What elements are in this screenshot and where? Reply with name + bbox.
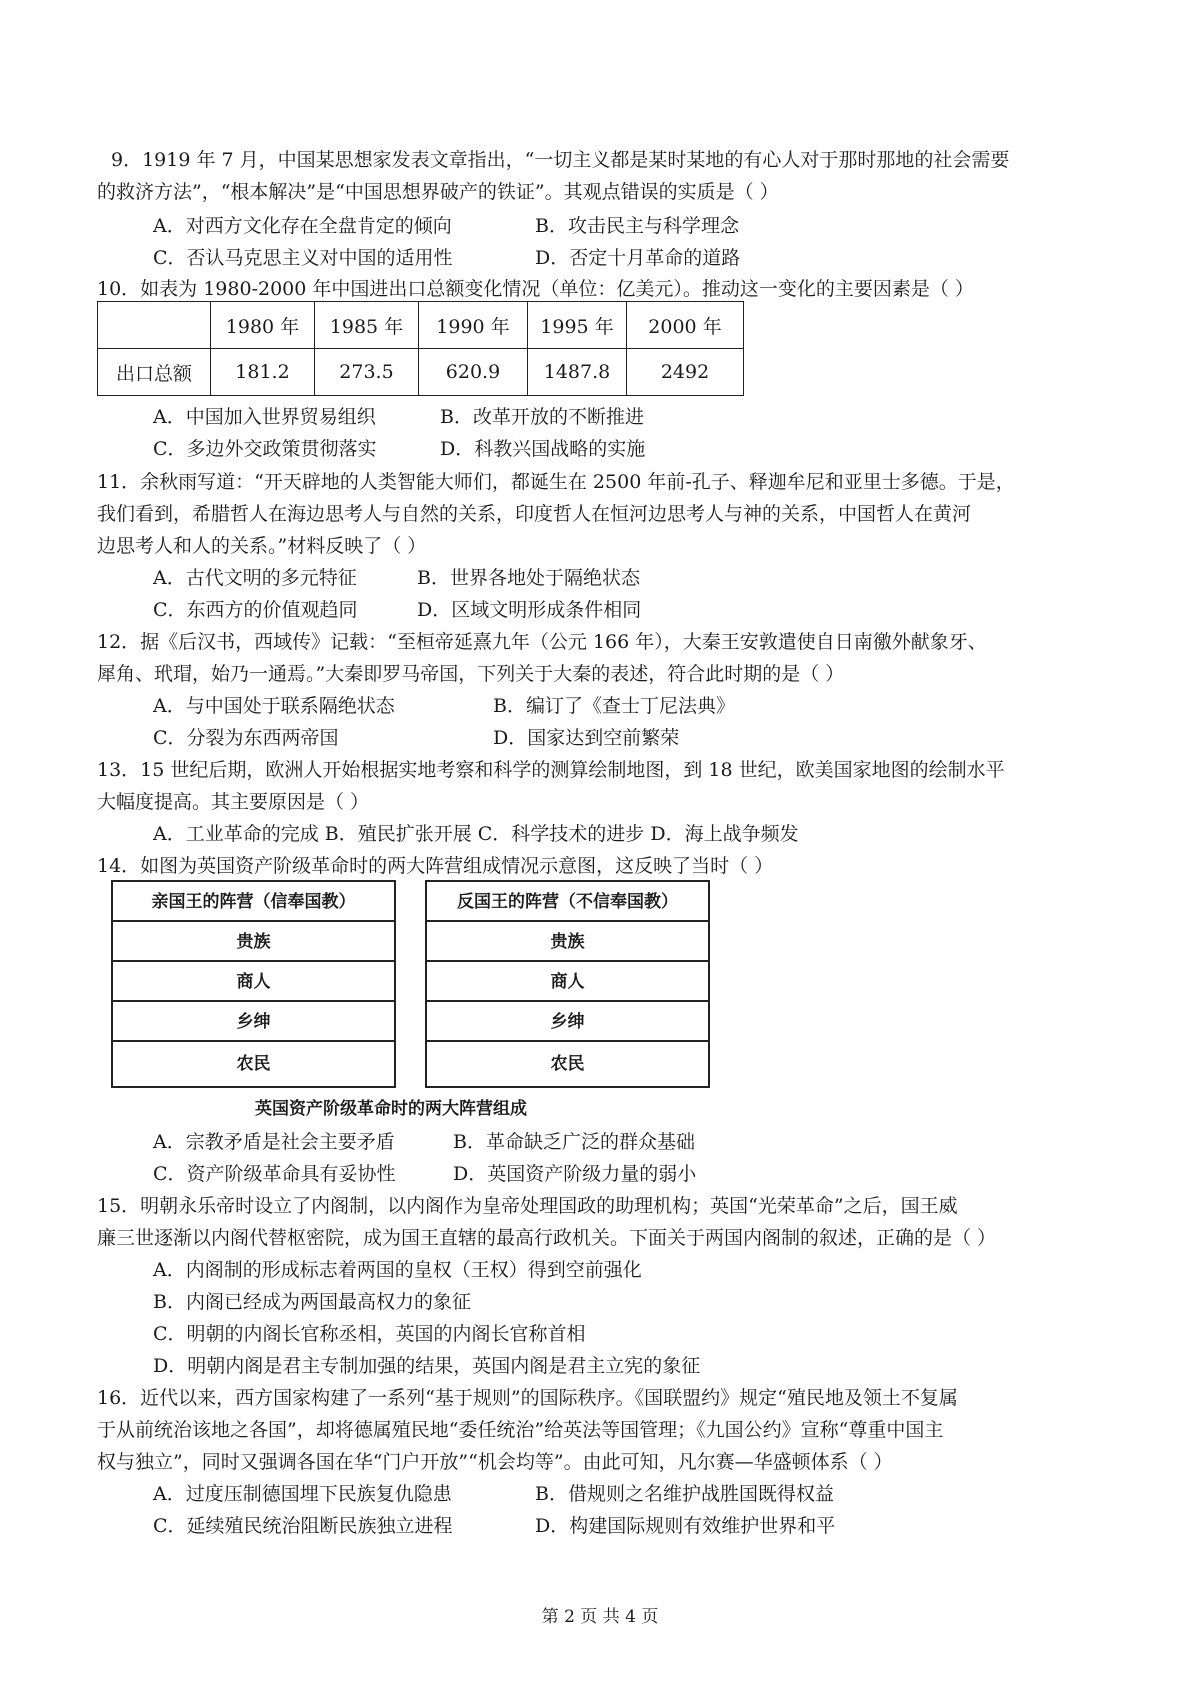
q16-option-b: B．借规则之名维护战胜国既得权益: [535, 1483, 834, 1505]
royalist-row: 商人: [113, 962, 394, 1002]
table-header-cell: 2000 年: [627, 302, 744, 349]
q15-line2: 廉三世逐渐以内阁代替枢密院，成为国王直辖的最高行政机关。下面关于两国内阁制的叙述，正确的是（ ）: [97, 1227, 997, 1249]
q15-option-d: D．明朝内阁是君主专制加强的结果，英国内阁是君主立宪的象征: [153, 1355, 701, 1377]
q12-line2: 犀角、玳瑁，始乃一通焉。”大秦即罗马帝国，下列关于大秦的表述，符合此时期的是（ ）: [97, 663, 845, 685]
q16-line2: 于从前统治该地之各国”，却将德属殖民地“委任统治”给英法等国管理；《九国公约》宣称“尊重中国主: [97, 1419, 944, 1441]
royalist-camp-header: 亲国王的阵营（信奉国教）: [113, 882, 394, 922]
q9-option-c: C．否认马克思主义对中国的适用性: [153, 247, 453, 269]
q14-option-b: B．革命缺乏广泛的群众基础: [453, 1131, 695, 1153]
table-cell: 181.2: [211, 349, 315, 396]
table-row: [98, 349, 744, 396]
parliament-row: 商人: [427, 962, 708, 1002]
q12-option-a: A．与中国处于联系隔绝状态: [153, 695, 395, 717]
q9-line1: 9．1919 年 7 月，中国某思想家发表文章指出，“一切主义都是某时某地的有心人对于那时那地的社会需要: [111, 149, 1010, 171]
q11-option-d: D．区域文明形成条件相同: [417, 599, 642, 621]
q10-option-b: B．改革开放的不断推进: [440, 406, 644, 428]
parliament-row: 农民: [550, 1054, 585, 1074]
table-header-cell: 1985 年: [315, 302, 419, 349]
table-header-cell: 1990 年: [419, 302, 528, 349]
q11-line1: 11．余秋雨写道：“开天辟地的人类智能大师们，都诞生在 2500 年前-孔子、释迦牟尼和亚里士多德。于是，: [97, 471, 1015, 493]
table-cell: 273.5: [315, 349, 419, 396]
royalist-camp-column: [111, 880, 396, 1088]
q13-line1: 13．15 世纪后期，欧洲人开始根据实地考察和科学的测算绘制地图，到 18 世纪，欧美国家地图的绘制水平: [97, 759, 1005, 781]
table-header-cell: [98, 302, 211, 349]
q9-option-d: D．否定十月革命的道路: [535, 247, 741, 269]
diagram-caption: 英国资产阶级革命时的两大阵营组成: [255, 1099, 527, 1119]
q11-option-b: B．世界各地处于隔绝状态: [417, 567, 640, 589]
q10-option-a: A．中国加入世界贸易组织: [153, 406, 376, 428]
q16-option-d: D．构建国际规则有效维护世界和平: [535, 1515, 836, 1537]
q10-stem: 10．如表为 1980-2000 年中国进出口总额变化情况（单位：亿美元）。推动这一变化的主要因素是（ ）: [97, 278, 974, 300]
q14-option-c: C．资产阶级革命具有妥协性: [153, 1163, 396, 1185]
page-footer: 第 2 页 共 4 页: [541, 1607, 659, 1627]
q14-stem: 14．如图为英国资产阶级革命时的两大阵营组成情况示意图，这反映了当时（ ）: [97, 855, 774, 877]
q11-option-a: A．古代文明的多元特征: [153, 567, 357, 589]
q11-option-c: C．东西方的价值观趋同: [153, 599, 358, 621]
q12-option-b: B．编订了《查士丁尼法典》: [493, 695, 735, 717]
camp-diagram: [111, 880, 711, 1090]
q14-option-d: D．英国资产阶级力量的弱小: [453, 1163, 697, 1185]
q9-option-b: B．攻击民主与科学理念: [535, 215, 739, 237]
q15-line1: 15．明朝永乐帝时设立了内阁制，以内阁作为皇帝处理国政的助理机构；英国“光荣革命”之后，国王威: [97, 1195, 958, 1217]
q12-option-c: C．分裂为东西两帝国: [153, 727, 339, 749]
table-header-row: [98, 302, 744, 349]
royalist-row: 农民: [236, 1054, 271, 1074]
royalist-row: 乡绅: [113, 1002, 394, 1042]
table-cell: 1487.8: [528, 349, 627, 396]
q16-line1: 16．近代以来，西方国家构建了一系列“基于规则”的国际秩序。《国联盟约》规定“殖民地及领土不复属: [97, 1387, 958, 1409]
export-table: [97, 301, 744, 396]
table-row-label: 出口总额: [98, 349, 211, 396]
q16-line3: 权与独立”，同时又强调各国在华“门户开放”“机会均等”。由此可知，凡尔赛—华盛顿体系（ ）: [97, 1451, 893, 1473]
q14-option-a: A．宗教矛盾是社会主要矛盾: [153, 1131, 395, 1153]
q12-line1: 12．据《后汉书，西域传》记载：“至桓帝延熹九年（公元 166 年），大秦王安敦遣使自日南徼外献象牙、: [97, 631, 987, 653]
q15-option-a: A．内阁制的形成标志着两国的皇权（王权）得到空前强化: [153, 1259, 642, 1281]
q9-option-a: A．对西方文化存在全盘肯定的倾向: [153, 215, 452, 237]
q15-option-b: B．内阁已经成为两国最高权力的象征: [153, 1291, 471, 1313]
q13-line2: 大幅度提高。其主要原因是（ ）: [97, 791, 370, 813]
q9-line2: 的救济方法”，“根本解决”是“中国思想界破产的铁证”。其观点错误的实质是（ ）: [97, 181, 779, 203]
parliament-camp-column: [425, 880, 710, 1088]
q16-option-a: A．过度压制德国埋下民族复仇隐患: [153, 1483, 452, 1505]
parliament-row: 贵族: [427, 922, 708, 962]
table-header-cell: 1995 年: [528, 302, 627, 349]
q11-line2: 我们看到，希腊哲人在海边思考人与自然的关系，印度哲人在恒河边思考人与神的关系，中国哲人在黄河: [97, 503, 972, 525]
parliament-camp-header: 反国王的阵营（不信奉国教）: [427, 882, 708, 922]
parliament-row: 乡绅: [427, 1002, 708, 1042]
royalist-row: 贵族: [113, 922, 394, 962]
q16-option-c: C．延续殖民统治阻断民族独立进程: [153, 1515, 453, 1537]
q13-options: A．工业革命的完成 B．殖民扩张开展 C．科学技术的进步 D．海上战争频发: [153, 823, 799, 845]
q15-option-c: C．明朝的内阁长官称丞相，英国的内阁长官称首相: [153, 1323, 586, 1345]
q12-option-d: D．国家达到空前繁荣: [493, 727, 680, 749]
table-cell: 2492: [627, 349, 744, 396]
table-cell: 620.9: [419, 349, 528, 396]
q10-option-d: D．科教兴国战略的实施: [440, 438, 646, 460]
table-header-cell: 1980 年: [211, 302, 315, 349]
q11-line3: 边思考人和人的关系。”材料反映了（ ）: [97, 535, 427, 557]
q10-option-c: C．多边外交政策贯彻落实: [153, 438, 377, 460]
